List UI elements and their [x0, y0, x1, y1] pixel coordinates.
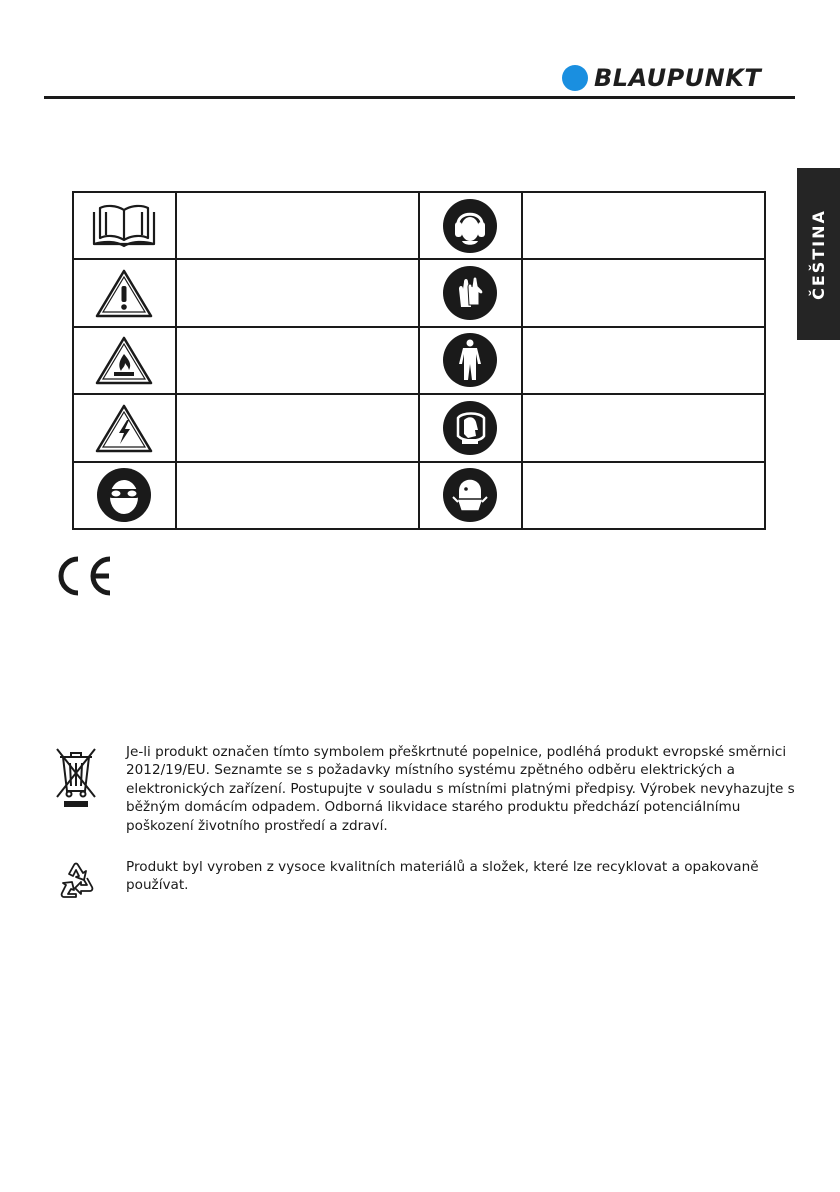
weee-disposal-text: Je-li produkt označen tímto symbolem přeškrtnuté popelnice, podléhá produkt evropské směrnici 2012/19/EU. Seznamte se s požadavky místního systému zpětného odběru elektrických a elektronických zařízení. Postupujte v souladu s místními platnými předpisy. Výrobek nevyhazujte s běžným domácím odpadem. Odborná likvidace starého produktu předchází potenciálnímu poškození životního prostředí a zdraví. — [126, 744, 795, 834]
symbol-description — [522, 192, 765, 259]
symbol-description — [176, 327, 419, 394]
symbol-description — [176, 192, 419, 259]
language-tab — [797, 168, 840, 340]
safety-symbols-table — [72, 191, 766, 530]
table-row — [73, 259, 765, 326]
electric-shock-icon — [94, 402, 154, 454]
brand-logo-dot-icon — [562, 65, 588, 91]
eye-protection-icon — [96, 467, 152, 523]
symbol-description — [176, 462, 419, 529]
read-manual-icon — [89, 202, 159, 250]
language-tab-label: ČEŠTINA — [809, 208, 828, 300]
symbol-description — [522, 394, 765, 461]
face-shield-icon — [442, 400, 498, 456]
brand-logo — [562, 64, 761, 92]
recycle-icon — [52, 858, 100, 904]
table-row — [73, 192, 765, 259]
protective-gloves-icon — [442, 265, 498, 321]
recycle-text: Produkt byl vyroben z vysoce kvalitních materiálů a složek, které lze recyklovat a opakovaně používat. — [126, 859, 759, 894]
table-row — [73, 394, 765, 461]
ce-mark-icon — [52, 555, 114, 597]
crossed-bin-icon — [54, 743, 98, 809]
general-warning-icon — [94, 267, 154, 319]
symbol-description — [522, 327, 765, 394]
protective-clothing-icon — [442, 332, 498, 388]
table-row — [73, 462, 765, 529]
header-rule — [44, 96, 795, 99]
symbol-description — [522, 259, 765, 326]
ear-protection-icon — [442, 198, 498, 254]
dust-mask-icon — [442, 467, 498, 523]
symbol-description — [176, 259, 419, 326]
fire-hazard-icon — [94, 334, 154, 386]
symbol-description — [176, 394, 419, 461]
brand-name: BLAUPUNKT — [594, 64, 762, 92]
table-row — [73, 327, 765, 394]
symbol-description — [522, 462, 765, 529]
